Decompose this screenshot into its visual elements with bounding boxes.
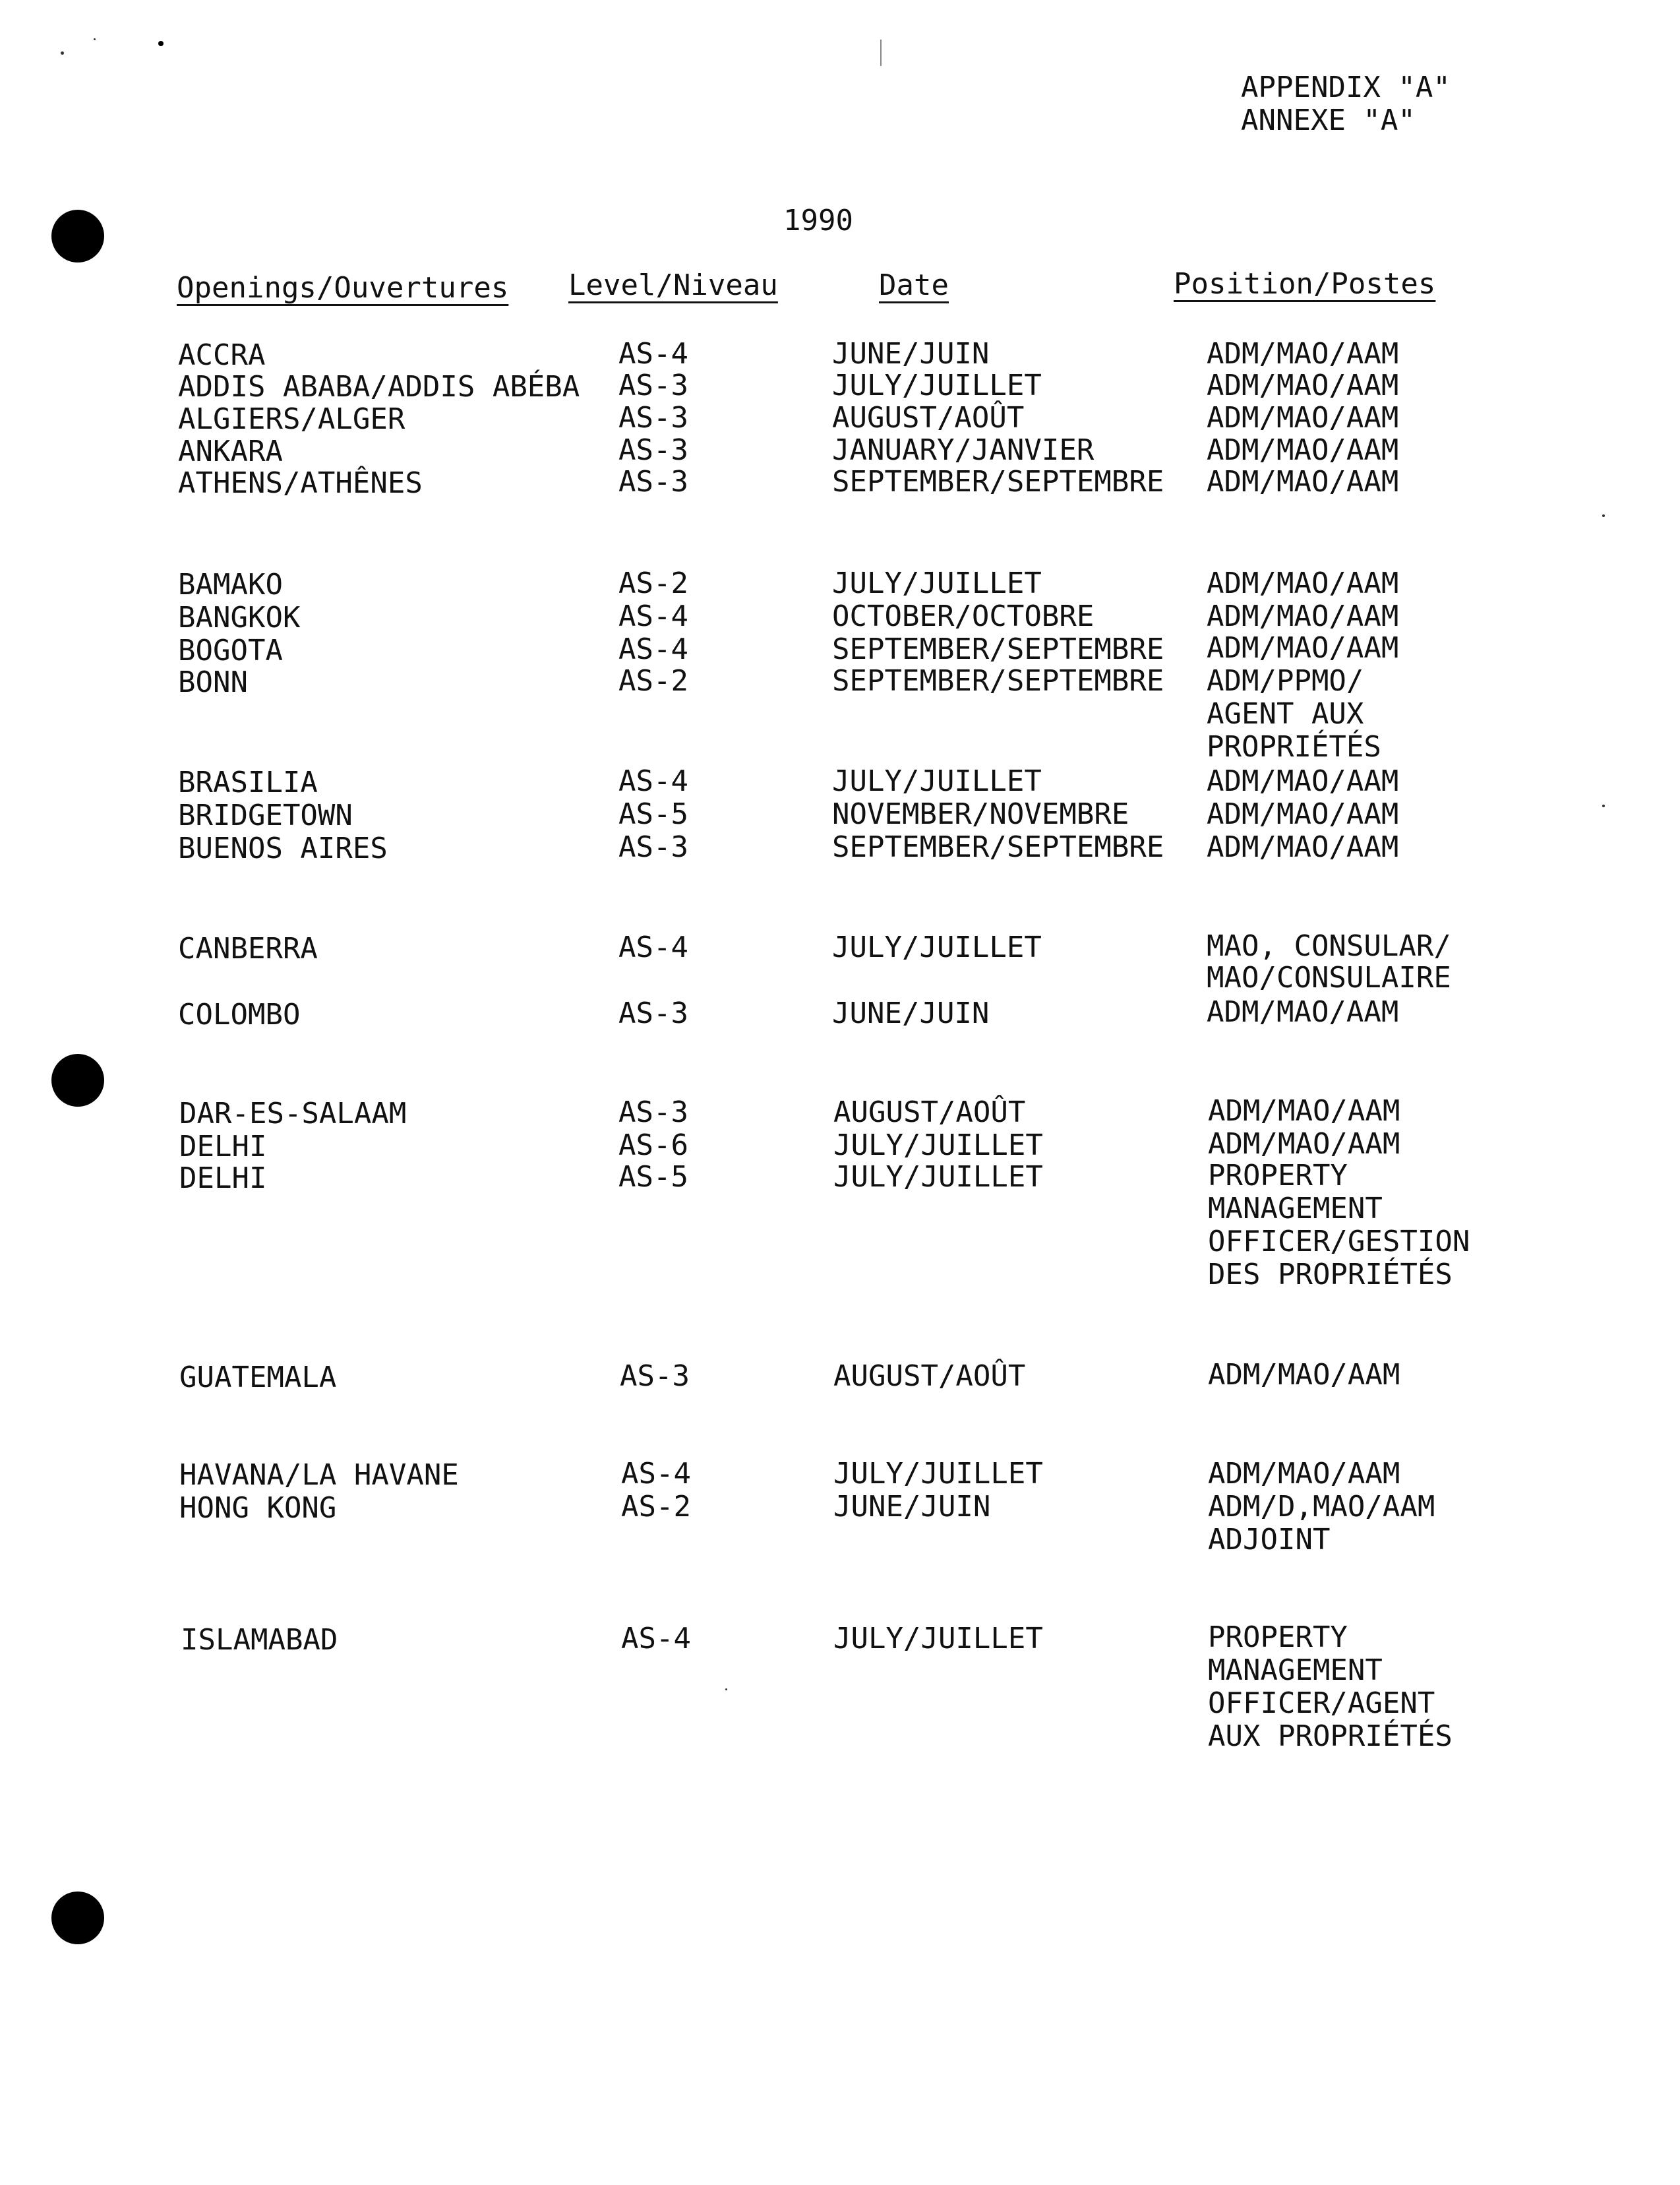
column-header-position: Position/Postes bbox=[1174, 267, 1436, 301]
date-cell: JULY/JUILLET bbox=[832, 567, 1042, 600]
position-cell: PROPRIÉTÉS bbox=[1207, 730, 1381, 764]
level-cell: AS-3 bbox=[618, 401, 688, 435]
position-cell: ADM/MAO/AAM bbox=[1207, 600, 1399, 633]
scan-speck bbox=[1602, 514, 1605, 517]
level-cell: AS-4 bbox=[618, 600, 688, 633]
level-cell: AS-3 bbox=[618, 830, 688, 864]
binder-hole-bottom bbox=[51, 1892, 104, 1944]
level-cell: AS-6 bbox=[618, 1128, 688, 1162]
date-cell: JULY/JUILLET bbox=[832, 369, 1042, 402]
column-header-level: Level/Niveau bbox=[568, 268, 778, 302]
opening-cell: GUATEMALA bbox=[179, 1361, 337, 1394]
position-cell: PROPERTY bbox=[1208, 1620, 1348, 1654]
opening-cell: ADDIS ABABA/ADDIS ABÉBA bbox=[178, 370, 580, 404]
scan-speck bbox=[1602, 805, 1605, 807]
position-cell: ADM/MAO/AAM bbox=[1208, 1127, 1400, 1161]
level-cell: AS-3 bbox=[618, 997, 688, 1030]
column-header-openings: Openings/Ouvertures bbox=[177, 271, 509, 305]
date-cell: NOVEMBER/NOVEMBRE bbox=[832, 797, 1129, 831]
level-cell: AS-3 bbox=[618, 369, 688, 402]
position-cell: ADJOINT bbox=[1208, 1523, 1331, 1556]
position-cell: ADM/MAO/AAM bbox=[1207, 567, 1399, 600]
position-cell: ADM/MAO/AAM bbox=[1207, 631, 1399, 665]
scan-speck bbox=[158, 41, 164, 46]
scan-mark bbox=[880, 40, 882, 66]
level-cell: AS-3 bbox=[618, 465, 688, 499]
level-cell: AS-4 bbox=[618, 337, 688, 371]
position-cell: MAO, CONSULAR/ bbox=[1207, 929, 1451, 963]
scan-speck bbox=[725, 1688, 727, 1690]
date-cell: JANUARY/JANVIER bbox=[832, 433, 1095, 467]
opening-cell: ALGIERS/ALGER bbox=[178, 402, 405, 436]
date-cell: JUNE/JUIN bbox=[832, 997, 990, 1030]
opening-cell: ISLAMABAD bbox=[181, 1623, 338, 1657]
level-cell: AS-4 bbox=[618, 632, 688, 666]
column-header-date: Date bbox=[879, 268, 949, 302]
opening-cell: ATHENS/ATHÊNES bbox=[178, 466, 423, 500]
date-cell: SEPTEMBER/SEPTEMBRE bbox=[832, 465, 1164, 499]
level-cell: AS-5 bbox=[618, 1160, 688, 1194]
level-cell: AS-3 bbox=[620, 1359, 690, 1393]
level-cell: AS-4 bbox=[618, 931, 688, 964]
position-cell: MANAGEMENT bbox=[1208, 1653, 1383, 1687]
position-cell: MANAGEMENT bbox=[1208, 1192, 1383, 1225]
appendix-label-en: APPENDIX "A" bbox=[1241, 71, 1451, 104]
position-cell: ADM/MAO/AAM bbox=[1208, 1094, 1400, 1128]
position-cell: MAO/CONSULAIRE bbox=[1207, 961, 1451, 995]
opening-cell: HONG KONG bbox=[179, 1491, 337, 1525]
opening-cell: BUENOS AIRES bbox=[178, 832, 388, 865]
opening-cell: COLOMBO bbox=[178, 998, 301, 1031]
date-cell: JUNE/JUIN bbox=[833, 1490, 991, 1523]
level-cell: AS-4 bbox=[618, 764, 688, 798]
level-cell: AS-2 bbox=[618, 567, 688, 600]
position-cell: ADM/D,MAO/AAM bbox=[1208, 1490, 1435, 1523]
scan-speck bbox=[61, 51, 64, 55]
position-cell: ADM/MAO/AAM bbox=[1208, 1358, 1400, 1392]
position-cell: DES PROPRIÉTÉS bbox=[1208, 1258, 1453, 1291]
date-cell: SEPTEMBER/SEPTEMBRE bbox=[832, 830, 1164, 864]
date-cell: JULY/JUILLET bbox=[833, 1457, 1043, 1491]
date-cell: JUNE/JUIN bbox=[832, 337, 990, 371]
opening-cell: DELHI bbox=[179, 1161, 267, 1195]
position-cell: ADM/MAO/AAM bbox=[1207, 830, 1399, 864]
position-cell: AUX PROPRIÉTÉS bbox=[1208, 1719, 1453, 1753]
opening-cell: BONN bbox=[178, 665, 248, 699]
date-cell: AUGUST/AOÛT bbox=[833, 1359, 1026, 1393]
level-cell: AS-3 bbox=[618, 1095, 688, 1129]
opening-cell: CANBERRA bbox=[178, 932, 318, 966]
binder-hole-top bbox=[51, 210, 104, 262]
date-cell: AUGUST/AOÛT bbox=[833, 1095, 1026, 1129]
year-heading: 1990 bbox=[783, 204, 853, 237]
level-cell: AS-3 bbox=[618, 433, 688, 467]
position-cell: OFFICER/GESTION bbox=[1208, 1225, 1470, 1258]
level-cell: AS-2 bbox=[618, 664, 688, 698]
position-cell: AGENT AUX bbox=[1207, 697, 1364, 731]
opening-cell: BRASILIA bbox=[178, 766, 318, 799]
level-cell: AS-5 bbox=[618, 797, 688, 831]
date-cell: JULY/JUILLET bbox=[832, 764, 1042, 798]
opening-cell: BOGOTA bbox=[178, 634, 283, 667]
level-cell: AS-4 bbox=[621, 1457, 691, 1491]
position-cell: OFFICER/AGENT bbox=[1208, 1686, 1435, 1720]
position-cell: ADM/MAO/AAM bbox=[1207, 433, 1399, 467]
opening-cell: BAMAKO bbox=[178, 568, 283, 601]
position-cell: ADM/MAO/AAM bbox=[1207, 465, 1399, 499]
date-cell: SEPTEMBER/SEPTEMBRE bbox=[832, 632, 1164, 666]
date-cell: JULY/JUILLET bbox=[833, 1622, 1043, 1655]
position-cell: ADM/PPMO/ bbox=[1207, 664, 1364, 698]
opening-cell: DAR-ES-SALAAM bbox=[179, 1097, 407, 1130]
binder-hole-middle bbox=[51, 1054, 104, 1107]
position-cell: PROPERTY bbox=[1208, 1159, 1348, 1192]
position-cell: ADM/MAO/AAM bbox=[1207, 764, 1399, 798]
level-cell: AS-2 bbox=[621, 1490, 691, 1523]
opening-cell: ANKARA bbox=[178, 435, 283, 468]
position-cell: ADM/MAO/AAM bbox=[1207, 369, 1399, 402]
position-cell: ADM/MAO/AAM bbox=[1207, 797, 1399, 831]
position-cell: ADM/MAO/AAM bbox=[1207, 995, 1399, 1029]
date-cell: JULY/JUILLET bbox=[833, 1160, 1043, 1194]
position-cell: ADM/MAO/AAM bbox=[1207, 337, 1399, 371]
date-cell: JULY/JUILLET bbox=[832, 931, 1042, 964]
date-cell: SEPTEMBER/SEPTEMBRE bbox=[832, 664, 1164, 698]
position-cell: ADM/MAO/AAM bbox=[1208, 1457, 1400, 1491]
date-cell: OCTOBER/OCTOBRE bbox=[832, 600, 1095, 633]
appendix-label-fr: ANNEXE "A" bbox=[1241, 104, 1416, 137]
opening-cell: ACCRA bbox=[178, 338, 266, 372]
opening-cell: HAVANA/LA HAVANE bbox=[179, 1458, 459, 1492]
date-cell: JULY/JUILLET bbox=[833, 1128, 1043, 1162]
scan-speck bbox=[94, 38, 96, 40]
opening-cell: BANGKOK bbox=[178, 601, 301, 634]
level-cell: AS-4 bbox=[621, 1622, 691, 1655]
opening-cell: DELHI bbox=[179, 1130, 267, 1163]
position-cell: ADM/MAO/AAM bbox=[1207, 401, 1399, 435]
date-cell: AUGUST/AOÛT bbox=[832, 401, 1025, 435]
opening-cell: BRIDGETOWN bbox=[178, 799, 353, 832]
